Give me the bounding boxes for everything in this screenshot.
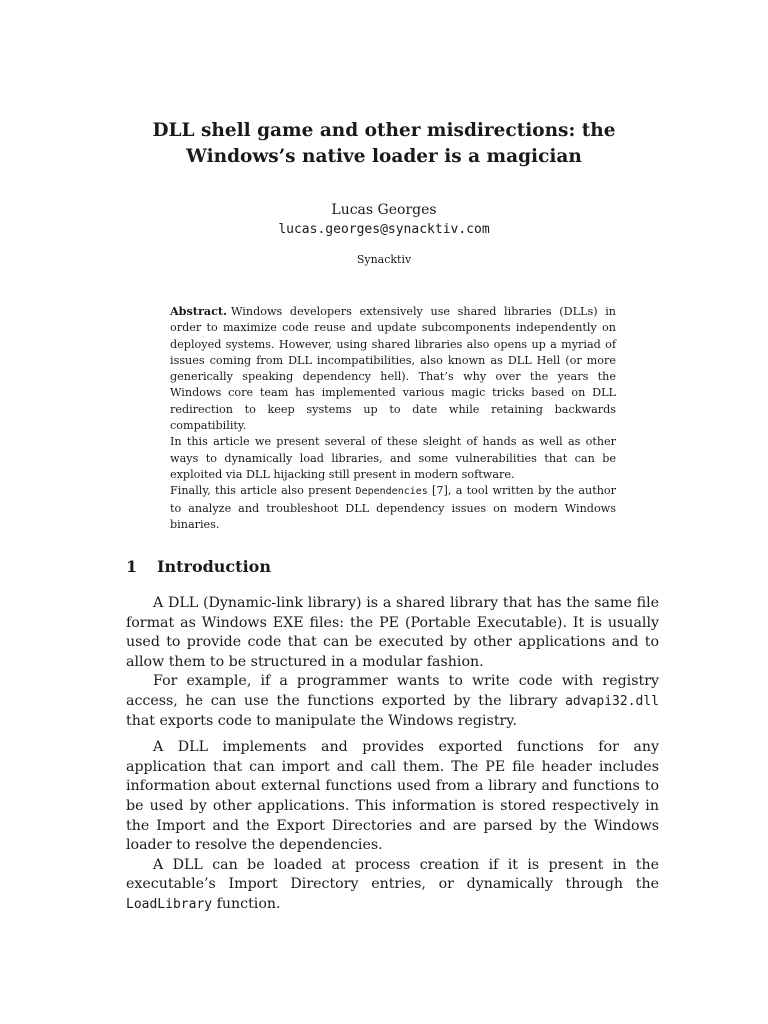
abstract-label: Abstract. bbox=[170, 304, 227, 318]
body-paragraph-1: A DLL (Dynamic-link library) is a shared library that has the same file format as Windows EXE files: the PE (Portable Executable). It is usually used to provide code that can be executed by other applications and to allow them to be structured in a modular fashion. bbox=[126, 595, 659, 670]
title-line-2: Windows’s native loader is a magician bbox=[186, 146, 582, 167]
author-affiliation: Synacktiv bbox=[356, 253, 412, 266]
body-text bbox=[126, 594, 659, 915]
body-paragraph-2 bbox=[126, 672, 659, 731]
body-text-2a: For example, if a programmer wants to write code with registry access, he can use the functions exported by the library bbox=[126, 673, 659, 709]
abstract bbox=[170, 303, 616, 533]
abstract-text-3a: Finally, this article also present bbox=[170, 484, 356, 498]
section-title: Introduction bbox=[157, 557, 271, 576]
title-line-1: DLL shell game and other misdirections: the bbox=[152, 120, 616, 141]
abstract-paragraph-1 bbox=[170, 303, 616, 434]
body-text-4a: A DLL can be loaded at process creation if it is present in the executable’s Import Directory entries, or dynamically through the bbox=[126, 856, 659, 893]
section-number: 1 bbox=[126, 557, 138, 576]
abstract-paragraph-2: In this article we present several of these sleight of hands as well as other ways to dynamically load libraries, and some vulnerabilities that can be exploited via DLL hijacking still present in modern software. bbox=[170, 435, 616, 481]
body-code-advapi32: advapi32.dll bbox=[565, 693, 659, 709]
body-text-2b: that exports code to manipulate the Windows registry. bbox=[126, 712, 517, 729]
body-code-loadlibrary: LoadLibrary bbox=[126, 896, 213, 912]
body-paragraph-3: A DLL implements and provides exported functions for any application that can import and call them. The PE file header includes information about external functions used from a library and functions to be used by other applications. This information is stored respectively in the Import and the Export Directories and are parsed by the Windows loader to resolve the dependencies. bbox=[126, 739, 659, 854]
author-name: Lucas Georges bbox=[331, 202, 437, 218]
abstract-text-1: Windows developers extensively use shared libraries (DLLs) in order to maximize code reuse and update subcomponents independently on deployed systems. However, using shared libraries also opens up a myriad of issues coming from DLL incompatibilities, also known as DLL Hell (or more generically speaking dependency hell). That’s why over the years the Windows core team has implemented various magic tricks based on DLL redirection to keep systems up to date while retaining backwards compatibility. bbox=[170, 305, 616, 433]
author-email: lucas.georges@synacktiv.com bbox=[278, 222, 490, 237]
body-text-4b: function. bbox=[212, 895, 281, 912]
paper-title bbox=[100, 118, 668, 170]
abstract-paragraph-3 bbox=[170, 483, 616, 533]
section-heading bbox=[126, 556, 271, 578]
body-paragraph-4 bbox=[126, 856, 659, 915]
abstract-code-dependencies: Dependencies bbox=[355, 486, 428, 498]
abstract-text-3b: [7], a tool written by the author to analyze and troubleshoot DLL dependency issues on modern Windows binaries. bbox=[170, 484, 616, 531]
